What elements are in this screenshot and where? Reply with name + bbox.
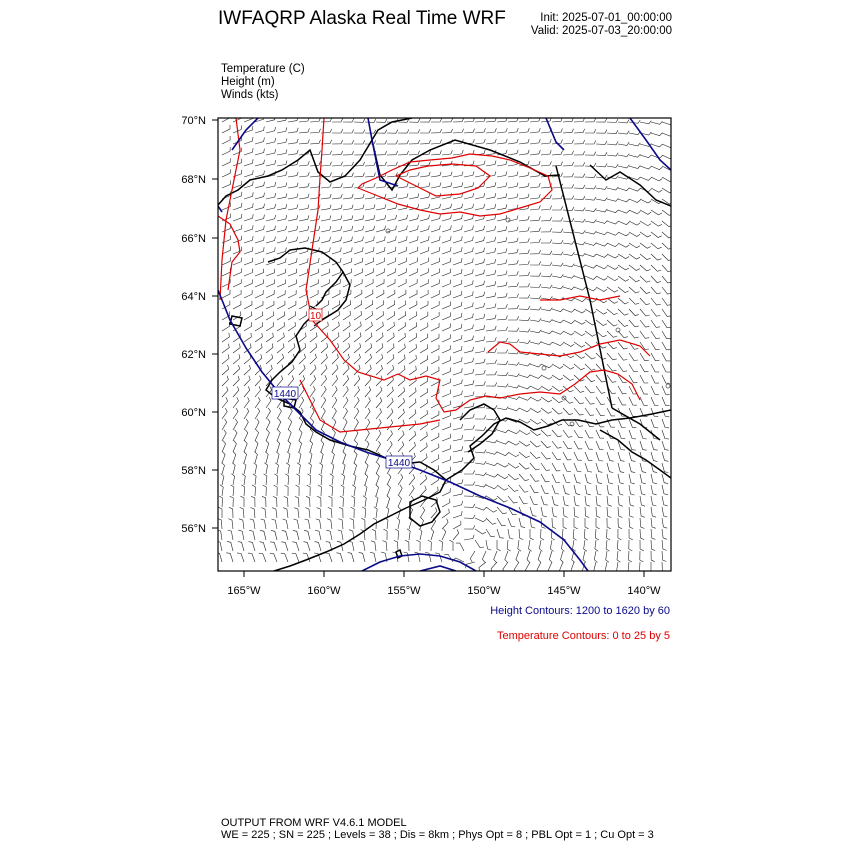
lat-label-68: 68°N	[181, 174, 206, 186]
temp-contour-label: 10	[309, 311, 322, 322]
contour-labels	[272, 309, 412, 469]
init-time: Init: 2025-07-01_00:00:00	[540, 12, 672, 24]
lat-label-70: 70°N	[181, 115, 206, 127]
lon-label-160: 160°W	[307, 585, 341, 597]
lat-label-60: 60°N	[181, 407, 206, 419]
valid-time: Valid: 2025-07-03_20:00:00	[530, 25, 672, 37]
height-contour-label-west: 1440	[273, 389, 297, 400]
model-config-footer: WE = 225 ; SN = 225 ; Levels = 38 ; Dis = 8km ; Phys Opt = 8 ; PBL Opt = 1 ; Cu Opt = 3	[221, 829, 654, 841]
field-temperature: Temperature (C)	[221, 63, 305, 75]
plot-title: IWFAQRP Alaska Real Time WRF	[218, 8, 506, 29]
lon-label-140: 140°W	[627, 585, 661, 597]
model-footer: OUTPUT FROM WRF V4.6.1 MODEL	[221, 817, 407, 829]
lat-label-64: 64°N	[181, 291, 206, 303]
height-contour-label-south: 1440	[387, 458, 411, 469]
lon-label-165: 165°W	[227, 585, 261, 597]
field-winds: Winds (kts)	[221, 89, 279, 101]
lat-label-56: 56°N	[181, 523, 206, 535]
lat-label-58: 58°N	[181, 465, 206, 477]
lon-label-155: 155°W	[387, 585, 421, 597]
lon-label-145: 145°W	[547, 585, 581, 597]
latitude-axis	[181, 115, 218, 535]
longitude-axis	[227, 571, 661, 597]
lon-label-150: 150°W	[467, 585, 501, 597]
lat-label-66: 66°N	[181, 233, 206, 245]
temperature-contour-note: Temperature Contours: 0 to 25 by 5	[496, 630, 670, 642]
lat-label-62: 62°N	[181, 349, 206, 361]
height-contour-note: Height Contours: 1200 to 1620 by 60	[490, 605, 670, 617]
field-height: Height (m)	[221, 76, 275, 88]
